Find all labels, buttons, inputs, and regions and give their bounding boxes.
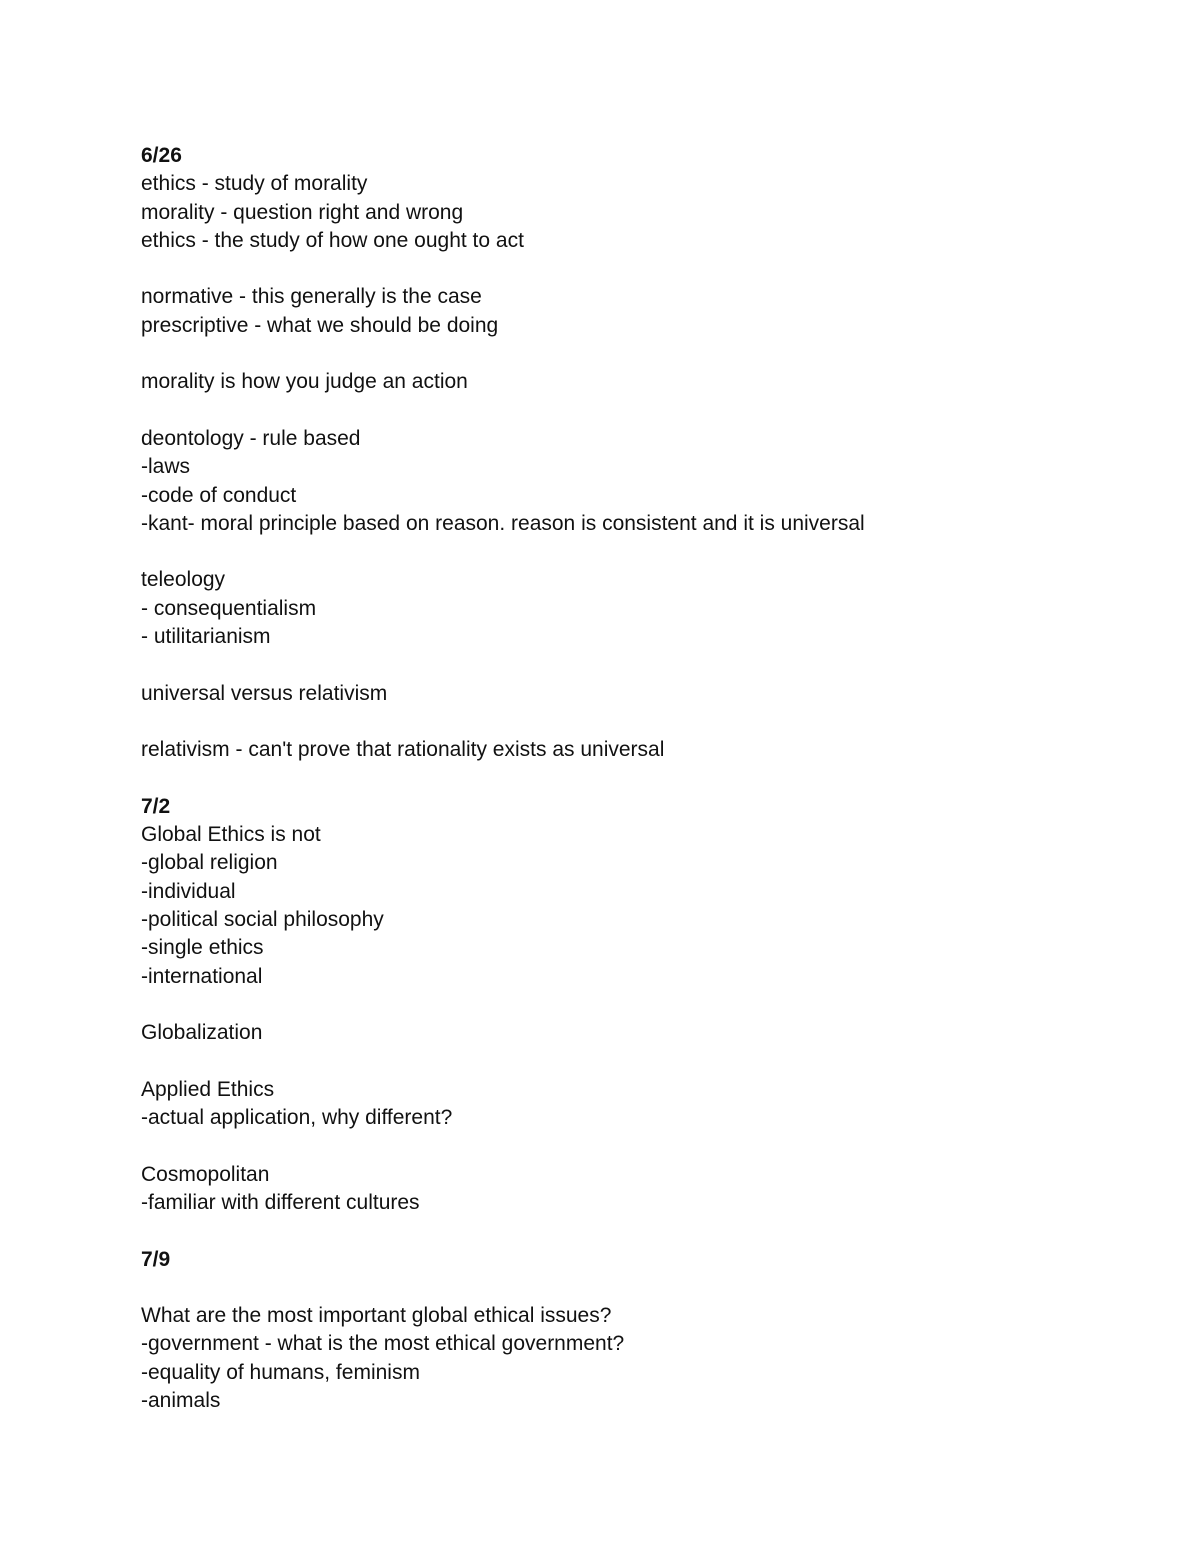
blank-line [141, 708, 1141, 736]
blank-line [141, 1274, 1141, 1302]
section-6-26 [141, 142, 1141, 793]
note-line: -familiar with different cultures [141, 1190, 420, 1214]
note-line: -laws [141, 455, 191, 479]
note-line: -political social philosophy [141, 908, 384, 932]
note-line: teleology [141, 568, 226, 592]
section-7-9 [141, 1246, 1141, 1416]
blank-line [141, 651, 1141, 679]
note-line: -single ethics [141, 936, 264, 960]
note-line: morality is how you judge an action [141, 370, 468, 394]
note-line: -code of conduct [141, 483, 297, 507]
blank-line [141, 397, 1141, 425]
note-line: -actual application, why different? [141, 1106, 453, 1130]
notes-page [141, 142, 1141, 1415]
blank-line [141, 255, 1141, 283]
note-line: -individual [141, 879, 236, 903]
section-date: 6/26 [141, 144, 182, 167]
note-line: deontology - rule based [141, 426, 361, 450]
note-line: -animals [141, 1389, 221, 1413]
note-line: What are the most important global ethical issues? [141, 1304, 612, 1328]
note-line: Applied Ethics [141, 1077, 275, 1101]
note-line: normative - this generally is the case [141, 285, 482, 309]
blank-line [141, 538, 1141, 566]
note-line: ethics - the study of how one ought to act [141, 228, 524, 252]
note-line: universal versus relativism [141, 681, 388, 705]
note-line: relativism - can't prove that rationality exists as universal [141, 738, 665, 762]
blank-line [141, 1132, 1141, 1160]
blank-line [141, 1048, 1141, 1076]
blank-line [141, 765, 1141, 793]
note-line: Cosmopolitan [141, 1162, 270, 1186]
note-line: -government - what is the most ethical government? [141, 1332, 625, 1356]
blank-line [141, 991, 1141, 1019]
note-line: -equality of humans, feminism [141, 1360, 420, 1384]
blank-line [141, 340, 1141, 368]
blank-line [141, 1217, 1141, 1245]
section-date: 7/9 [141, 1247, 171, 1271]
note-line: - consequentialism [141, 596, 317, 620]
note-line: ethics - study of morality [141, 172, 368, 196]
note-line: prescriptive - what we should be doing [141, 313, 499, 337]
section-date: 7/2 [141, 794, 171, 818]
note-line: - utilitarianism [141, 625, 271, 649]
note-line: Globalization [141, 1021, 263, 1045]
section-7-2 [141, 793, 1141, 1246]
note-line: -kant- moral principle based on reason. reason is consistent and it is universal [141, 511, 865, 535]
note-line: morality - question right and wrong [141, 200, 464, 224]
note-line: -global religion [141, 851, 278, 875]
note-line: -international [141, 964, 263, 988]
note-line: Global Ethics is not [141, 823, 321, 847]
